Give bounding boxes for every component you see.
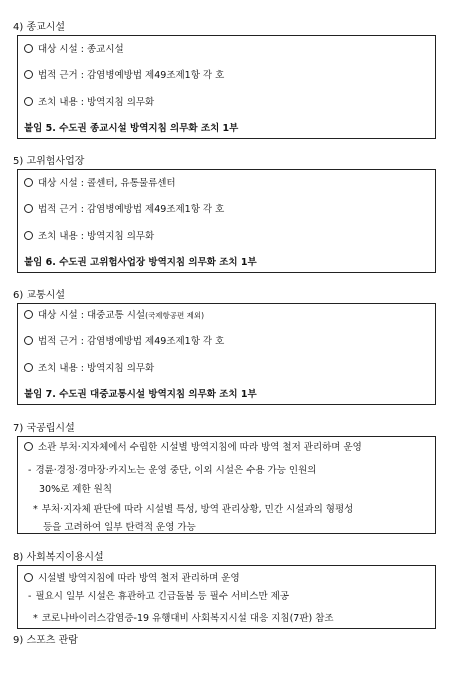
appendix-text: 붙임 5. 수도권 종교시설 방역지침 의무화 조치 1부 — [24, 123, 239, 134]
appendix-text: 붙임 6. 수도권 고위험사업장 방역지침 의무화 조치 1부 — [24, 257, 257, 268]
section-4-heading: 4) 종교시설 — [13, 22, 66, 33]
target-row — [24, 307, 204, 321]
law-text: 법적 근거 : 감염병예방법 제49조제1항 각 호 — [38, 70, 225, 81]
target-row — [24, 175, 176, 189]
item-row — [24, 570, 240, 584]
circle-bullet-icon — [24, 573, 33, 582]
circle-bullet-icon — [24, 442, 33, 451]
target-text: 대상 시설 : 종교시설 — [38, 44, 124, 55]
circle-bullet-icon — [24, 178, 33, 187]
law-row — [24, 201, 224, 215]
star-note-icon: * — [33, 504, 38, 515]
sub-item-text: 경륜·경정·경마장·카지노는 운영 중단, 이외 시설은 수용 가능 인원의 — [35, 465, 317, 476]
section-5-heading: 5) 고위험사업장 — [13, 156, 85, 167]
note-continuation: 등을 고려하여 일부 탄력적 운영 가능 — [43, 522, 196, 533]
circle-bullet-icon — [24, 204, 33, 213]
star-note-icon: * — [33, 613, 38, 624]
dash-bullet-icon: - — [28, 591, 32, 602]
target-note: (국제항공편 제외) — [145, 311, 205, 320]
target-text: 대상 시설 : 대중교통 시설 — [38, 310, 146, 321]
sub-item-row — [28, 462, 316, 476]
circle-bullet-icon — [24, 363, 33, 372]
section-7-box — [17, 436, 436, 534]
item-text: 소관 부처·지자체에서 수립한 시설별 방역지침에 따라 방역 철저 관리하며 운영 — [38, 442, 362, 453]
circle-bullet-icon — [24, 336, 33, 345]
section-6-box — [17, 303, 436, 405]
target-row — [24, 41, 124, 55]
appendix-text: 붙임 7. 수도권 대중교통시설 방역지침 의무화 조치 1부 — [24, 389, 257, 400]
law-text: 법적 근거 : 감염병예방법 제49조제1항 각 호 — [38, 204, 225, 215]
note-row — [33, 610, 334, 624]
section-5-box — [17, 169, 436, 273]
section-6-heading: 6) 교통시설 — [13, 290, 66, 301]
section-9-heading: 9) 스포츠 관람 — [13, 635, 78, 646]
law-row — [24, 67, 224, 81]
circle-bullet-icon — [24, 44, 33, 53]
dash-bullet-icon: - — [28, 465, 32, 476]
law-text: 법적 근거 : 감염병예방법 제49조제1항 각 호 — [38, 336, 225, 347]
item-text: 시설별 방역지침에 따라 방역 철저 관리하며 운영 — [38, 573, 240, 584]
note-row — [33, 501, 353, 515]
content-text: 조치 내용 : 방역지침 의무화 — [38, 231, 155, 242]
circle-bullet-icon — [24, 70, 33, 79]
content-text: 조치 내용 : 방역지침 의무화 — [38, 97, 155, 108]
section-4-box — [17, 35, 436, 139]
sub-item-text: 필요시 일부 시설은 휴관하고 긴급돌봄 등 필수 서비스만 제공 — [35, 591, 290, 602]
circle-bullet-icon — [24, 310, 33, 319]
content-row — [24, 228, 154, 242]
content-row — [24, 360, 154, 374]
note-text: 코로나바이러스감염증-19 유행대비 사회복지시설 대응 지침(7판) 참조 — [41, 613, 334, 624]
sub-item-row — [28, 588, 289, 602]
sub-item-continuation: 30%로 제한 원칙 — [39, 484, 113, 495]
content-row — [24, 94, 154, 108]
section-8-box — [17, 565, 436, 629]
law-row — [24, 333, 224, 347]
section-7-heading: 7) 국공립시설 — [13, 423, 75, 434]
circle-bullet-icon — [24, 97, 33, 106]
note-text: 부처·지자체 판단에 따라 시설별 특성, 방역 관리상황, 민간 시설과의 형평성 — [41, 504, 354, 515]
content-text: 조치 내용 : 방역지침 의무화 — [38, 363, 155, 374]
item-row — [24, 439, 362, 453]
section-8-heading: 8) 사회복지이용시설 — [13, 552, 104, 563]
circle-bullet-icon — [24, 231, 33, 240]
target-text: 대상 시설 : 콜센터, 유통물류센터 — [38, 178, 176, 189]
